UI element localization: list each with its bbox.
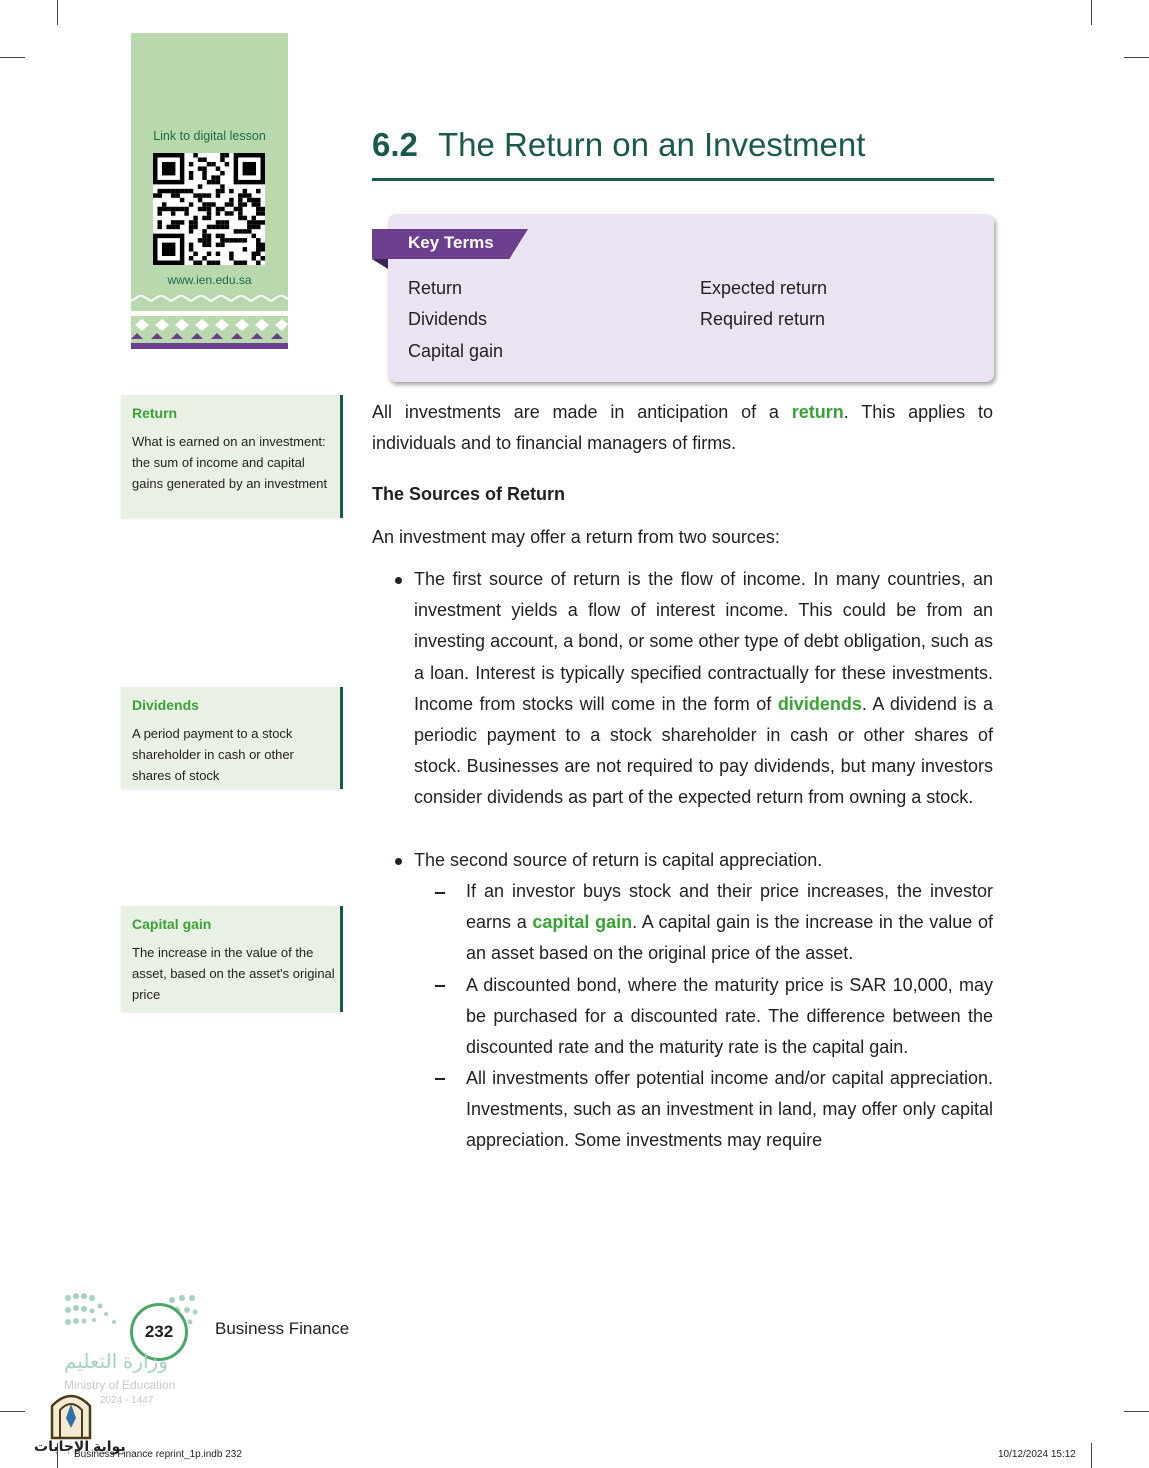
digital-lesson-link[interactable]: Link to digital lesson — [153, 129, 266, 143]
ministry-year: 2024 - 1447 — [100, 1395, 154, 1406]
glossary-term: Capital gain — [132, 916, 212, 932]
section-title: The Return on an Investment — [438, 126, 866, 163]
glossary-definition: What is earned on an investment: the sum of income and capital gains generated by an investment — [132, 434, 328, 491]
key-term: Required return — [700, 309, 826, 329]
glossary-box-dividends — [121, 687, 343, 789]
bullet-marker — [395, 577, 402, 584]
lead-paragraph: An investment may offer a return from two sources: — [372, 527, 780, 547]
crop-mark — [0, 1411, 25, 1412]
watermark-text: بوابة الإجابات — [34, 1438, 126, 1454]
glossary-box-capital-gain — [121, 906, 343, 1012]
section-number: 6.2 — [372, 126, 418, 163]
section-subheading: The Sources of Return — [372, 484, 566, 504]
lesson-url[interactable]: www.ien.edu.sa — [167, 273, 252, 287]
key-terms-tab-fold — [372, 259, 388, 269]
sub-bullet-text: . A capital gain is the increase in the value of an asset based on the original price of the asset. — [466, 912, 994, 964]
glossary-box-return — [121, 395, 343, 518]
bullet-text: The first source of return is the flow of income. In many countries, an investment yields a flow of interest income. This could be from an investing account, a bond, or some other type of debt obligation, such as a loan. Interest is typically specified contractually for these investments. Income from stocks will come in the form of — [414, 569, 993, 714]
term-return: return — [791, 402, 844, 422]
print-slug-right: 10/12/2024 15:12 — [998, 1449, 1076, 1460]
sub-bullet-item — [466, 876, 993, 970]
glossary-definition: A period payment to a stock shareholder in cash or other shares of stock — [132, 726, 294, 783]
key-term: Dividends — [408, 309, 488, 329]
bullet-item: The second source of return is capital appreciation. — [414, 850, 823, 870]
qr-code[interactable] — [153, 153, 265, 265]
panel-bottom-bar — [131, 343, 288, 349]
sub-bullet-item: All investments offer potential income and/or capital appreciation. Investments, such as an investment in land, may offer only capital appreciation. Some investments may require — [466, 1068, 993, 1151]
term-capital-gain: capital gain — [532, 912, 633, 933]
dash-marker — [435, 1078, 445, 1080]
intro-text: . This applies to individuals and to financial managers of firms. — [372, 402, 994, 454]
print-slug-left: Business Finance reprint_1p.indb 232 — [74, 1449, 242, 1460]
crop-mark — [57, 0, 58, 25]
term-dividends: dividends — [777, 693, 862, 714]
digital-lesson-panel — [131, 33, 288, 345]
book-title: Business Finance — [215, 1319, 350, 1338]
key-term: Return — [408, 278, 463, 298]
bullet-text: . A dividend is a periodic payment to a stock shareholder in cash or other shares of stock. Businesses are not required to pay dividends, but many investors consider dividends as part of the expected return from owning a stock. — [414, 693, 994, 808]
key-term: Capital gain — [408, 341, 504, 361]
dash-marker — [435, 985, 445, 987]
crop-mark — [1091, 1443, 1092, 1468]
decorative-pattern — [131, 295, 288, 339]
intro-text: All investments are made in anticipation of a — [372, 402, 792, 422]
dash-marker — [435, 892, 445, 894]
crop-mark — [1124, 1411, 1149, 1412]
ministry-name-english: Ministry of Education — [64, 1378, 176, 1392]
title-underline — [372, 178, 994, 181]
key-term: Expected return — [700, 278, 828, 298]
ministry-name-arabic: وزارة التعليم — [64, 1351, 168, 1373]
sub-bullet-item: A discounted bond, where the maturity price is SAR 10,000, may be purchased for a discounted rate. The difference between the discounted rate and the maturity rate is the capital gain. — [466, 975, 993, 1058]
key-terms-label: Key Terms — [408, 233, 494, 252]
bullet-marker — [395, 858, 402, 865]
glossary-term: Dividends — [132, 697, 199, 713]
crop-mark — [1091, 0, 1092, 25]
sub-bullet-text: If an investor buys stock and their price increases, the investor earns a — [466, 881, 993, 933]
crop-mark — [1124, 57, 1149, 58]
bullet-item — [414, 564, 993, 814]
crop-mark — [0, 57, 25, 58]
intro-paragraph — [372, 397, 993, 459]
glossary-definition: The increase in the value of the asset, based on the asset's original price — [132, 945, 335, 1002]
page-number: 232 — [130, 1303, 188, 1361]
watermark-logo-icon — [48, 1388, 94, 1440]
glossary-term: Return — [132, 405, 178, 421]
